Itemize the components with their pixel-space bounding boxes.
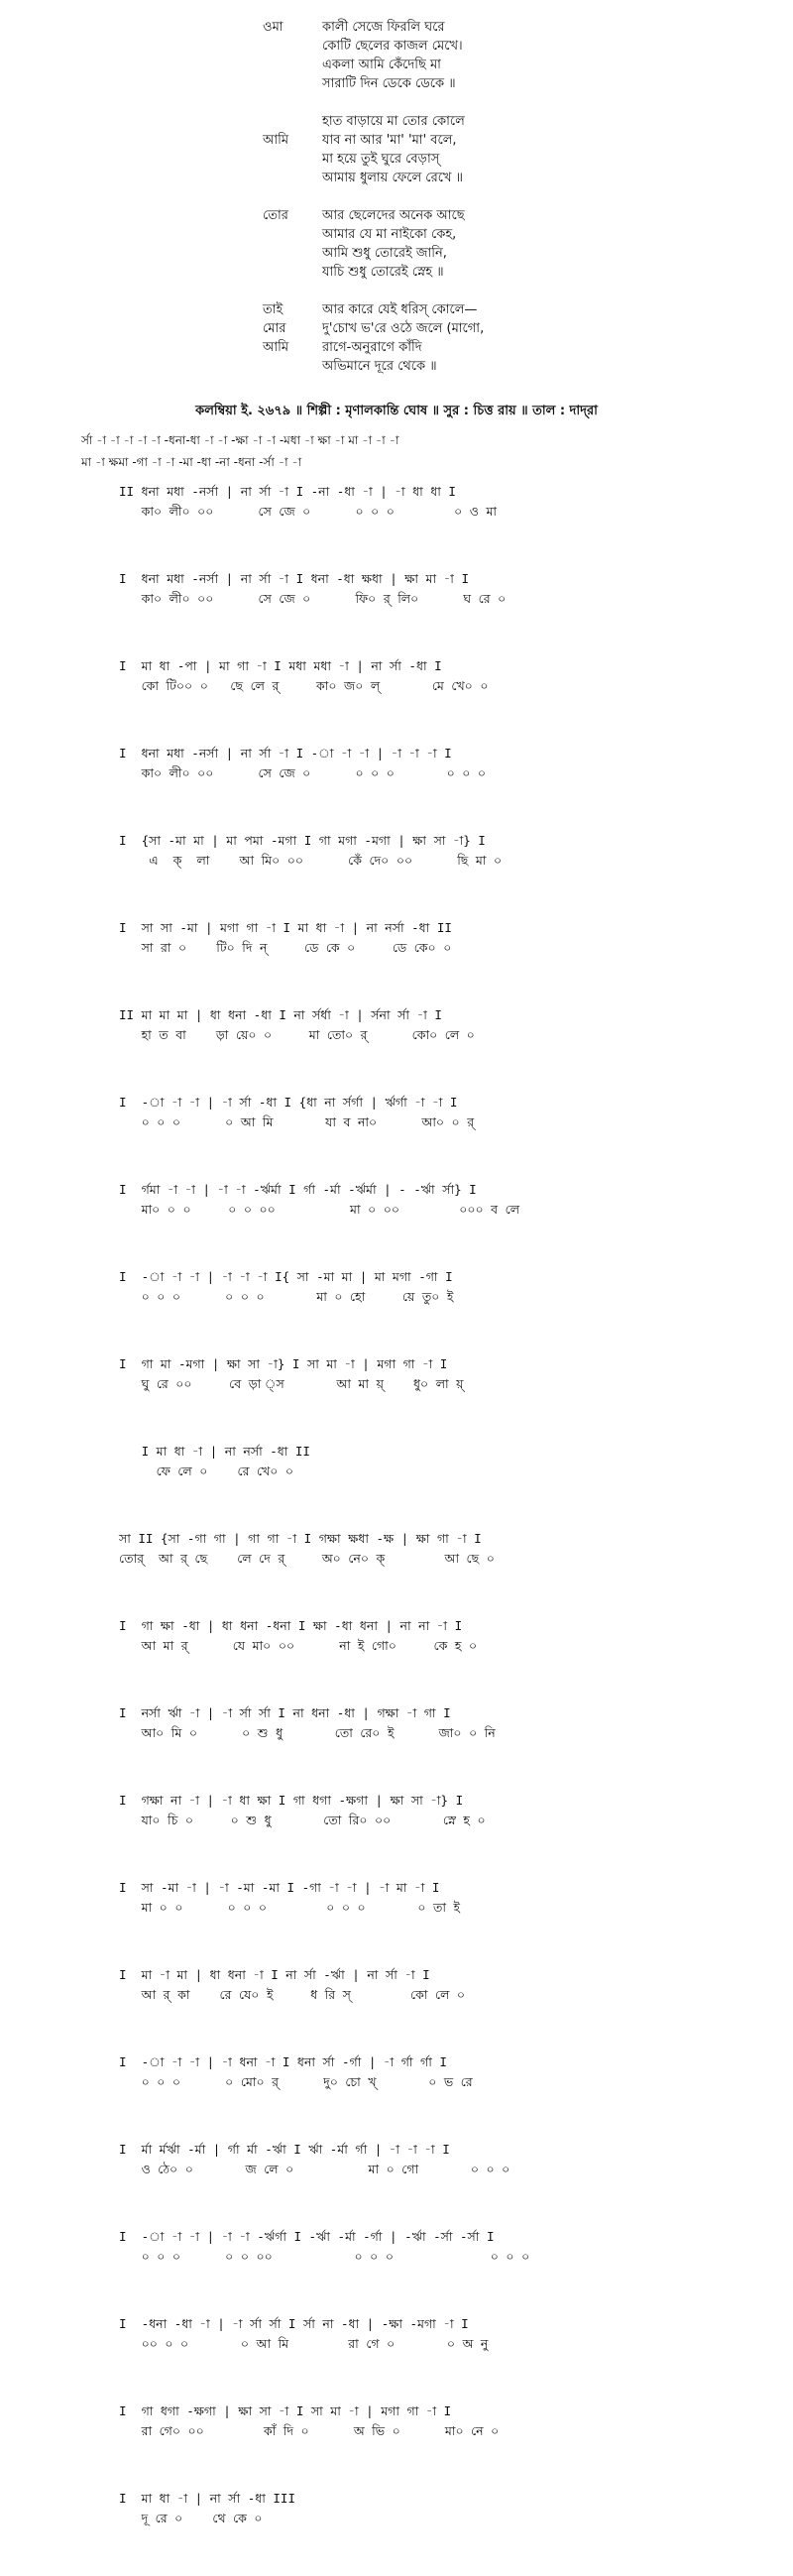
- text-line: এ ক্ লা আ মি০ ০০ কেঁ দে০ ০০ ছি মা ০: [119, 853, 503, 868]
- lyric-prefix: [263, 56, 322, 74]
- notation-block: [119, 918, 714, 1005]
- lyric-line: আমায় ধুলায় ফেলে রেখে ॥: [322, 171, 463, 185]
- text-line: কা০ লী০ ০০ সে জে ০ ফি০ র্ লি০ ঘ রে ০: [119, 591, 507, 606]
- text-line: মা০ ০ ০ ০ ০ ০০ মা ০ ০০ ০০০ ব লে: [119, 1202, 520, 1217]
- text-line: আ মা র্ যে মা০ ০০ না ই গো০ কে হ ০: [119, 1638, 478, 1653]
- lyric-line: অভিমানে দূরে থেকে ॥: [322, 359, 437, 374]
- swara-line: II ধনা মধা -নর্সা | না র্সা -া I -না -ধা -া | -া ধা ধা I: [119, 484, 456, 499]
- lyric-line: আর ছেলেদের অনেক আছে: [322, 208, 465, 223]
- lyric-prefix: [263, 263, 322, 282]
- lyric-prefix: তাই: [263, 302, 283, 317]
- lyric-line: যাব না আর 'মা' 'মা' বলে,: [322, 133, 457, 148]
- lyrics-section: [263, 18, 679, 395]
- notation-block: [119, 2052, 714, 2140]
- lyric-line: রাগে-অনুরাগে কাঁদি: [322, 340, 422, 355]
- lyric-stanza: [263, 300, 679, 376]
- notation-block: [119, 2489, 714, 2576]
- swara-line: I র্গমা -া -া | -া -া -র্ঋর্মা I র্গা -র্মা -র্ঋর্মা | - -র্ঋা র্সা} I: [119, 1182, 477, 1197]
- swara-line: I মা -া মা | ধা ধনা -া I না র্সা -র্ঋা | না র্সা -া I: [119, 1967, 430, 1982]
- swara-line: I গক্ষা না -া | -া ধা ক্ষা I গা ধগা -ক্ষগা | ক্ষা সা -া} I: [119, 1793, 464, 1808]
- lyric-line: দু'চোখ ভ'রে ওঠে জলে (মাগো,: [322, 321, 485, 336]
- lyric-prefix: [263, 357, 322, 376]
- notation-block: [119, 656, 714, 744]
- swara-line: I গা মা -মগা | ক্ষা সা -া} I সা মা -া | মগা গা -া I: [119, 1356, 448, 1371]
- notation-block: [119, 1703, 714, 1791]
- swara-line: I {সা -মা মা | মা পমা -মগা I গা মগা -মগা | ক্ষা সা -া} I: [119, 833, 486, 848]
- lyric-prefix: [263, 112, 322, 131]
- lyric-row: [263, 37, 679, 56]
- lyric-line: আমি শুধু তোরেই জানি,: [322, 246, 447, 261]
- record-info-line: কলম্বিয়া ই. ২৬৭৯ ॥ শিল্পী : মৃণালকান্তি ঘোষ ॥ সুর : চিত্ত রায় ॥ তাল : দাদ্‌রা: [195, 404, 598, 418]
- swara-line: II মা মা মা | ধা ধনা -ধা I না র্সর্ধা -া | র্সনা র্সা -া I: [119, 1007, 442, 1022]
- lyric-line: যাচি শুধু তোরেই স্নেহ ॥: [322, 265, 444, 280]
- notation-block: [119, 569, 714, 656]
- notation-block: [119, 482, 714, 569]
- notation-block: [119, 1354, 714, 1442]
- lyric-prefix: [263, 74, 322, 93]
- notation-block: [119, 1180, 714, 1267]
- swara-line: I মা ধা -া | না র্সা -ধা III: [119, 2491, 295, 2506]
- lyric-line: হাত বাড়ায়ে মা তোর কোলে: [322, 114, 465, 129]
- notation-block: [119, 1965, 714, 2052]
- text-line: ০ ০ ০ ০ ০ ০০ ০ ০ ০ ০ ০ ০: [119, 2249, 530, 2264]
- lyric-row: [263, 169, 679, 187]
- lyric-row: [263, 319, 679, 338]
- notation-block: [119, 1267, 714, 1354]
- text-line: কা০ লী০ ০০ সে জে ০ ০ ০ ০ ০ ও মা: [119, 504, 498, 519]
- text-line: ০ ০ ০ ০ ০ ০ মা ০ হো য়ে তু০ ই: [119, 1289, 454, 1304]
- swara-line: I মা ধা -পা | মা গা -া I মধা মধা -া | না র্সা -ধা I: [119, 658, 442, 673]
- lyric-prefix: ওমা: [263, 20, 283, 35]
- lyric-stanza: [263, 112, 679, 187]
- swara-line: I ধনা মধা -নর্সা | না র্সা -া I ধনা -ধা ক্ষধা | ক্ষা মা -া I: [119, 571, 469, 586]
- swara-line: I -া -া -া | -া -া -া I{ সা -মা মা | মা মগা -গা I: [119, 1269, 453, 1284]
- lyric-prefix: আমি: [263, 340, 289, 355]
- swara-line: I -া -া -া | -া র্সা -ধা I {ধা না র্সর্গা | র্ঋর্গা -া -া I: [119, 1095, 458, 1110]
- lyric-row: [263, 206, 679, 225]
- lyric-line: আর কারে যেই ধরিস্ কোলে—: [322, 302, 478, 317]
- notation-block: [119, 831, 714, 918]
- text-line: হা ত বা ড়া য়ে০ ০ মা তো০ র্ কো০ লে ০: [119, 1027, 475, 1042]
- lyric-row: [263, 225, 679, 244]
- lyric-prefix: তোর: [263, 208, 288, 223]
- lyric-line: কোটি ছেলের কাজল মেখে।: [322, 39, 463, 54]
- text-line: মা ০ ০ ০ ০ ০ ০ ০ ০ ০ তা ই: [119, 1900, 461, 1915]
- notation-block: [119, 1529, 714, 1616]
- notation-block: [119, 744, 714, 831]
- lyric-row: [263, 357, 679, 376]
- text-line: ঘু রে ০০ বে ড়া ্স আ মা য়্ ধু০ লা য়্: [119, 1376, 464, 1391]
- notation-block: [119, 1878, 714, 1965]
- text-line: কো টি০০ ০ ছে লে র্ কা০ জ০ ল্ মে খে০ ০: [119, 678, 489, 693]
- text-line: ০ ০ ০ ০ মো০ র্ দু০ চো খ্ ০ ভ রে: [119, 2074, 473, 2089]
- lyric-row: [263, 74, 679, 93]
- text-line: সা রা ০ টি০ দি ন্ ডে কে ০ ডে কে০ ০: [119, 940, 452, 955]
- lyric-row: [263, 263, 679, 282]
- text-line: ০ ০ ০ ০ আ মি যা ব না০ আ০ ০ র্: [119, 1114, 475, 1129]
- lyric-row: [263, 300, 679, 319]
- lyric-row: [263, 18, 679, 37]
- swara-line: I ধনা মধা -নর্সা | না র্সা -া I -া -া -া | -া -া -া I: [119, 746, 452, 761]
- swara-line: I গা ক্ষা -ধা | ধা ধনা -ধনা I ক্ষা -ধা ধনা | না না -া I: [119, 1618, 463, 1633]
- lyric-row: [263, 338, 679, 357]
- lyric-prefix: আমি: [263, 133, 289, 148]
- aroha-line: মা -া ক্ষমা -গা -া -া -মা -ধা -না -ধনা -র্সা -া -া: [81, 455, 302, 469]
- notation-block: [119, 1791, 714, 1878]
- lyric-stanza: [263, 206, 679, 282]
- swara-line: I -া -া -া | -া -া -র্ঋর্গা I -র্ঋা -র্মা -র্গা | -র্ঋা -র্সা -র্সা I: [119, 2229, 495, 2244]
- swara-line: I সা সা -মা | মগা গা -া I মা ধা -া | না নর্সা -ধা II: [119, 920, 452, 935]
- lyric-line: আমার যে মা নাইকো কেহ,: [322, 227, 457, 242]
- notation-staff: [119, 482, 714, 2576]
- text-line: দূ রে ০ থে কে ০: [119, 2511, 263, 2525]
- text-line: ও ঠে০ ০ জ লে ০ মা ০ গো ০ ০ ০: [119, 2162, 510, 2176]
- text-line: কা০ লী০ ০০ সে জে ০ ০ ০ ০ ০ ০ ০: [119, 765, 487, 780]
- lyric-prefix: মোর: [263, 321, 286, 336]
- swara-line: I গা ধগা -ক্ষগা | ক্ষা সা -া I সা মা -া | মগা গা -া I: [119, 2403, 452, 2418]
- notation-block: [119, 2314, 714, 2401]
- notation-block: [119, 2401, 714, 2489]
- notation-block: [119, 1093, 714, 1180]
- lyric-row: [263, 131, 679, 150]
- text-line: ফে লে ০ রে খে০ ০: [119, 1464, 294, 1478]
- lyric-line: একলা আমি কেঁদেছি মা: [322, 58, 441, 72]
- notation-block: [119, 2140, 714, 2227]
- text-line: ০০ ০ ০ ০ আ মি রা গে ০ ০ অ নু: [119, 2336, 489, 2351]
- lyric-prefix: [263, 150, 322, 169]
- lyric-row: [263, 150, 679, 169]
- lyric-prefix: [263, 37, 322, 56]
- lyric-prefix: [263, 225, 322, 244]
- lyric-row: [263, 56, 679, 74]
- lyric-prefix: [263, 169, 322, 187]
- swara-line: I র্মা র্মর্ঋা -র্মা | র্গা র্মা -র্ঋা I র্ঋা -র্মা র্গা | -া -া -া I: [119, 2142, 450, 2157]
- lyric-line: মা হয়ে তুই ঘুরে বেড়াস্: [322, 152, 440, 167]
- notation-block: [119, 1616, 714, 1703]
- notation-block: [119, 1005, 714, 1093]
- lyric-prefix: [263, 244, 322, 263]
- text-line: আ র্ কা রে যে০ ই ধ রি স্ কো লে ০: [119, 1987, 466, 2002]
- notation-block: [119, 2227, 714, 2314]
- swara-line: I সা -মা -া | -া -মা -মা I -গা -া -া | -া মা -া I: [119, 1880, 440, 1895]
- lyric-line: সারাটি দিন ডেকে ডেকে ॥: [322, 76, 456, 91]
- aroha-line: র্সা -া -া -া -া -া -ধনা-ধা -া -া -ক্ষা -া -া -মধা -া ক্ষা -া মা -া -া -া: [81, 433, 399, 447]
- swara-line: I -া -া -া | -া ধনা -া I ধনা র্সা -র্গা | -া র্গা র্গা I: [119, 2054, 447, 2069]
- lyric-row: [263, 244, 679, 263]
- lyric-row: [263, 112, 679, 131]
- swara-line: I -ধনা -ধা -া | -া র্সা র্সা I র্সা না -ধা | -ক্ষা -মগা -া I: [119, 2316, 469, 2331]
- notation-block: [119, 1442, 714, 1529]
- swara-line: I মা ধা -া | না নর্সা -ধা II: [119, 1444, 310, 1459]
- text-line: রা গে০ ০০ কাঁ দি ০ অ ভি ০ মা০ নে ০: [119, 2423, 500, 2438]
- aroha-notation: [81, 429, 398, 473]
- lyric-line: কালী সেজে ফিরলি ঘরে: [322, 20, 445, 35]
- text-line: তোর্ আ র্ ছে লে দে র্ অ০ নে০ ক্ আ ছে ০: [119, 1551, 495, 1566]
- text-line: যা০ চি ০ ০ শু ধু তো রি০ ০০ স্নে হ ০: [119, 1813, 486, 1827]
- swara-line: I নর্সা র্ঋা -া | -া র্সা র্সা I না ধনা -ধা | গক্ষা -া গা I: [119, 1705, 451, 1720]
- lyric-stanza: [263, 18, 679, 93]
- text-line: আ০ মি ০ ০ শু ধু তো রে০ ই জা০ ০ নি: [119, 1725, 496, 1740]
- swara-line: সা II {সা -গা গা | গা গা -া I গক্ষা ক্ষধা -ক্ষ | ক্ষা গা -া I: [119, 1531, 482, 1546]
